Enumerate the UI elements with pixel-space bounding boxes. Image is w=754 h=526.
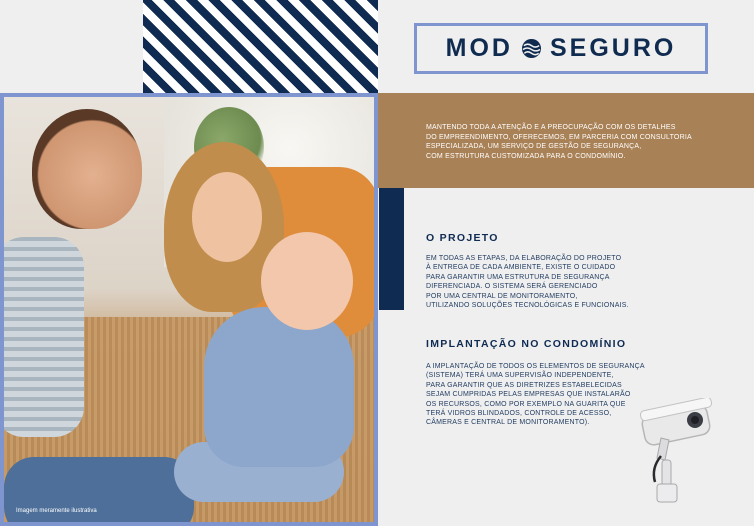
intro-line: ESPECIALIZADA, UM SERVIÇO DE GESTÃO DE SEGURANÇA,	[426, 143, 642, 151]
intro-text	[426, 123, 726, 161]
intro-line: DO EMPREENDIMENTO, OFERECEMOS, EM PARCERIA COM CONSULTORIA	[426, 133, 692, 141]
body-line: UTILIZANDO SOLUÇÕES TECNOLÓGICAS E FUNCIONAIS.	[426, 302, 629, 310]
intro-line: COM ESTRUTURA CUSTOMIZADA PARA O CONDOMÍNIO.	[426, 152, 626, 160]
security-camera-icon	[635, 398, 717, 506]
section-body-implantacao	[426, 362, 645, 428]
striped-pattern	[143, 0, 378, 93]
page-title-box	[414, 23, 708, 74]
body-line: POR UMA CENTRAL DE MONITORAMENTO,	[426, 292, 578, 300]
title-right: SEGURO	[549, 34, 677, 62]
family-photo	[0, 93, 378, 526]
title-left: MOD	[445, 34, 513, 62]
body-line: PARA GARANTIR QUE AS DIRETRIZES ESTABELECIDAS	[426, 381, 622, 389]
wave-globe-icon	[521, 38, 542, 59]
body-line: À ENTREGA DE CADA AMBIENTE, EXISTE O CUIDADO	[426, 264, 616, 272]
section-body-projeto	[426, 254, 629, 310]
body-line: DIFERENCIADA. O SISTEMA SERÁ GERENCIADO	[426, 283, 598, 291]
body-line: OS RECURSOS, COMO POR EXEMPLO NA GUARITA QUE	[426, 400, 626, 408]
body-line: CÂMERAS E CENTRAL DE MONITORAMENTO).	[426, 419, 590, 427]
body-line: EM TODAS AS ETAPAS, DA ELABORAÇÃO DO PROJETO	[426, 255, 622, 262]
body-line: (SISTEMA) TERÁ UMA SUPERVISÃO INDEPENDENTE,	[426, 372, 614, 380]
body-line: SEJAM CUMPRIDAS PELAS EMPRESAS QUE INSTALARÃO	[426, 391, 631, 399]
body-line: A IMPLANTAÇÃO DE TODOS OS ELEMENTOS DE SEGURANÇA	[426, 363, 645, 370]
intro-line: MANTENDO TODA A ATENÇÃO E A PREOCUPAÇÃO COM OS DETALHES	[426, 124, 676, 131]
page-title	[446, 34, 677, 63]
body-line: PARA GARANTIR UMA ESTRUTURA DE SEGURANÇA	[426, 273, 610, 281]
accent-bar	[379, 188, 404, 310]
section-title-projeto: O PROJETO	[426, 232, 499, 244]
body-line: TERÁ VIDROS BLINDADOS, CONTROLE DE ACESSO,	[426, 410, 612, 418]
section-title-implantacao: IMPLANTAÇÃO NO CONDOMÍNIO	[426, 338, 627, 350]
photo-caption: Imagem meramente ilustrativa	[16, 508, 97, 514]
